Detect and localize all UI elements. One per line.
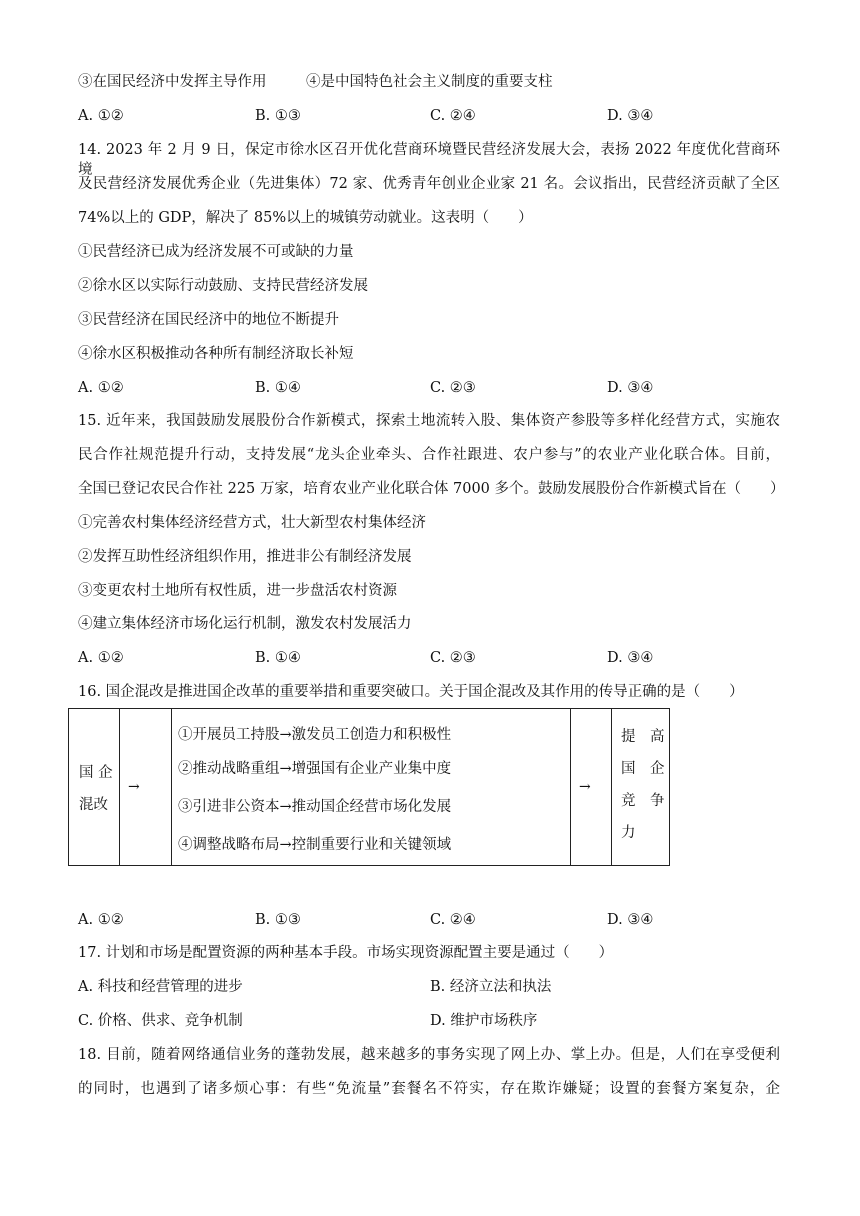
q15-option-d[interactable]: D. ③④ <box>607 650 654 666</box>
q14-stem-line-1: 14. 2023 年 2 月 9 日，保定市徐水区召开优化营商环境暨民营经济发展大会，表扬 2022 年度优化营商环境 <box>78 142 780 178</box>
q15-statement-4: ④建立集体经济市场化运行机制，激发农村发展活力 <box>78 616 412 632</box>
diagram-right-line-1: 提 高 <box>621 729 665 745</box>
diagram-left-line-2: 混改 <box>79 797 108 813</box>
q16-option-c[interactable]: C. ②④ <box>430 912 476 928</box>
diagram-right-cell <box>612 709 669 865</box>
right-arrow-icon: → <box>579 779 591 795</box>
diagram-arrow-cell-2 <box>571 709 612 865</box>
q16-option-d[interactable]: D. ③④ <box>607 912 654 928</box>
q15-option-c[interactable]: C. ②③ <box>430 650 476 666</box>
diagram-item-1: ①开展员工持股→激发员工创造力和积极性 <box>178 727 452 743</box>
q16-stem: 16. 国企混改是推进国企改革的重要举措和重要突破口。关于国企混改及其作用的传导正确的是（ ） <box>78 684 744 700</box>
q17-stem: 17. 计划和市场是配置资源的两种基本手段。市场实现资源配置主要是通过（ ） <box>78 945 614 961</box>
q15-stem-line-3: 全国已登记农民合作社 225 万家，培育农业产业化联合体 7000 多个。鼓励发展股份合作新模式旨在（ ） <box>78 481 785 497</box>
diagram-arrow-cell-1 <box>120 709 172 865</box>
q14-option-a[interactable]: A. ①② <box>78 380 124 396</box>
diagram-items-cell <box>172 709 571 865</box>
q17-option-a[interactable]: A. 科技和经营管理的进步 <box>78 979 243 995</box>
q13-option-a[interactable]: A. ①② <box>78 108 124 124</box>
q13-option-c[interactable]: C. ②④ <box>430 108 476 124</box>
q18-stem-line-1: 18. 目前，随着网络通信业务的蓬勃发展，越来越多的事务实现了网上办、掌上办。但是，人们在享受便利 <box>78 1047 780 1063</box>
q17-option-d[interactable]: D. 维护市场秩序 <box>430 1013 538 1029</box>
q16-diagram-table <box>68 708 670 866</box>
q15-option-b[interactable]: B. ①④ <box>255 650 301 666</box>
q13-statement-3: ③在国民经济中发挥主导作用 <box>78 74 267 90</box>
right-arrow-icon: → <box>128 779 140 795</box>
q14-option-d[interactable]: D. ③④ <box>607 380 654 396</box>
q15-statement-3: ③变更农村土地所有权性质，进一步盘活农村资源 <box>78 583 397 599</box>
q14-statement-3: ③民营经济在国民经济中的地位不断提升 <box>78 312 339 328</box>
q16-option-b[interactable]: B. ①③ <box>255 912 301 928</box>
diagram-item-2: ②推动战略重组→增强国有企业产业集中度 <box>178 761 452 777</box>
q14-statement-1: ①民营经济已成为经济发展不可或缺的力量 <box>78 244 354 260</box>
q14-statement-4: ④徐水区积极推动各种所有制经济取长补短 <box>78 346 354 362</box>
diagram-left-line-1: 国 企 <box>79 765 113 781</box>
q15-statement-2: ②发挥互助性经济组织作用，推进非公有制经济发展 <box>78 549 412 565</box>
q17-option-c[interactable]: C. 价格、供求、竞争机制 <box>78 1013 243 1029</box>
q14-statement-2: ②徐水区以实际行动鼓励、支持民营经济发展 <box>78 278 368 294</box>
diagram-item-4: ④调整战略布局→控制重要行业和关键领域 <box>178 837 452 853</box>
q15-statement-1: ①完善农村集体经济经营方式，壮大新型农村集体经济 <box>78 515 426 531</box>
diagram-right-line-4: 力 <box>621 825 636 841</box>
q14-option-b[interactable]: B. ①④ <box>255 380 301 396</box>
q13-option-d[interactable]: D. ③④ <box>607 108 654 124</box>
q15-option-a[interactable]: A. ①② <box>78 650 124 666</box>
q14-option-c[interactable]: C. ②③ <box>430 380 476 396</box>
q14-stem-line-3: 74%以上的 GDP，解决了 85%以上的城镇劳动就业。这表明（ ） <box>78 210 533 226</box>
diagram-left-cell <box>69 709 120 865</box>
q17-option-b[interactable]: B. 经济立法和执法 <box>430 979 552 995</box>
q14-stem-line-2: 及民营经济发展优秀企业（先进集体）72 家、优秀青年创业企业家 21 名。会议指出，民营经济贡献了全区 <box>78 176 780 192</box>
diagram-item-3: ③引进非公资本→推动国企经营市场化发展 <box>178 799 452 815</box>
q15-stem-line-1: 15. 近年来，我国鼓励发展股份合作新模式，探索土地流转入股、集体资产参股等多样化经营方式，实施农 <box>78 413 780 429</box>
q18-stem-line-2: 的同时，也遇到了诸多烦心事：有些“免流量”套餐名不符实，存在欺诈嫌疑；设置的套餐方案复杂，企 <box>78 1081 780 1097</box>
q13-option-b[interactable]: B. ①③ <box>255 108 301 124</box>
q16-option-a[interactable]: A. ①② <box>78 912 124 928</box>
q15-stem-line-2: 民合作社规范提升行动，支持发展“龙头企业牵头、合作社跟进、农户参与”的农业产业化联合体。目前， <box>78 447 780 463</box>
diagram-right-line-2: 国 企 <box>621 761 665 777</box>
q13-statement-4: ④是中国特色社会主义制度的重要支柱 <box>306 74 553 90</box>
diagram-right-line-3: 竞 争 <box>621 793 665 809</box>
